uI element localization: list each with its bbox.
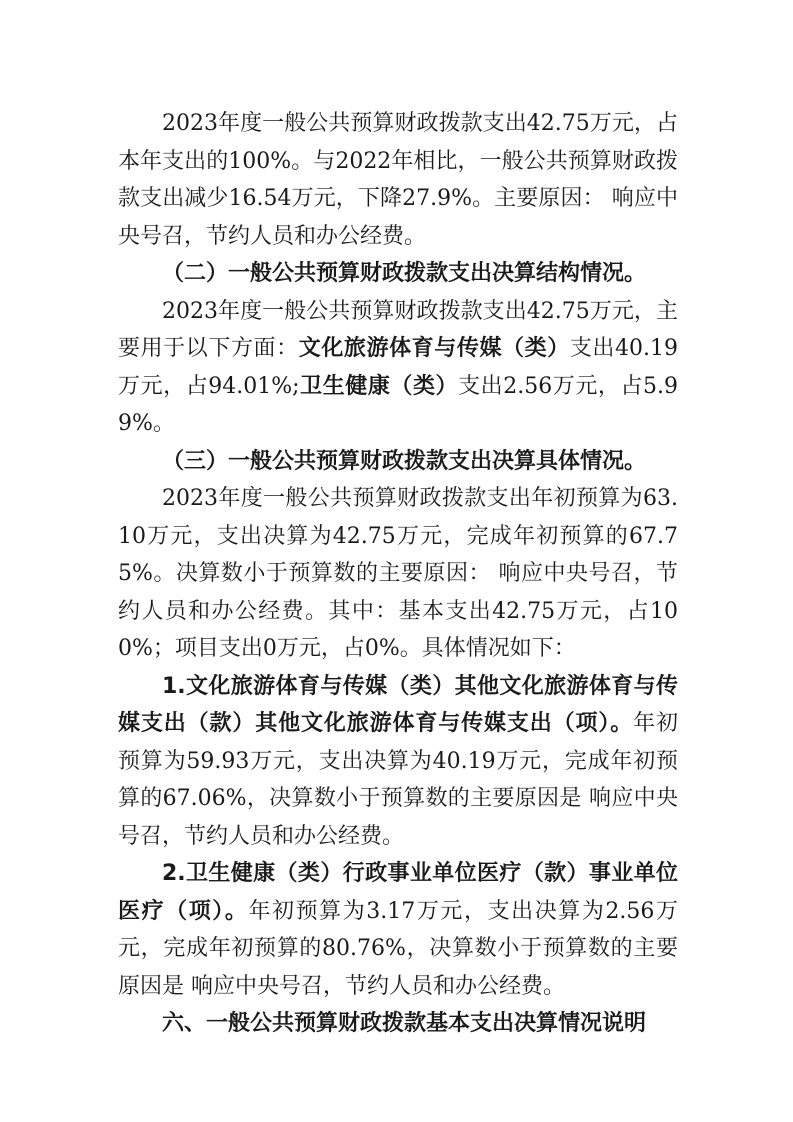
category-health-label: 卫生健康（类） <box>299 373 459 399</box>
paragraph-details: 2023年度一般公共预算财政拨款支出年初预算为63.10万元，支出决算为42.75万元，完成年初预算的67.75%。决算数小于预算数的主要原因： 响应中央号召，节约人员和办公经费。其中：基本支出42.75万元，占100%；项目支出0万元，占0%。具体情况如下： <box>118 486 678 661</box>
heading-basic-expenditure: 六、一般公共预算财政拨款基本支出决算情况说明 <box>162 1011 647 1036</box>
document-body <box>118 105 678 1043</box>
item-culture <box>118 668 678 856</box>
item-health-title: 2.卫生健康（类）行政事业单位医疗（款）事业单位医疗（项）。 <box>118 861 678 924</box>
structure-intro: 2023年度一般公共预算财政拨款支出42.75万元，主要用于以下方面： <box>118 298 678 361</box>
item-health-text: 年初预算为3.17万元，支出决算为2.56万元，完成年初预算的80.76%，决算数小于预算数的主要原因是 响应中央号召，节约人员和办公经费。 <box>118 898 678 999</box>
paragraph-expenditure-summary: 2023年度一般公共预算财政拨款支出42.75万元，占本年支出的100%。与2022年相比，一般公共预算财政拨款支出减少16.54万元，下降27.9%。主要原因： 响应中央号召，节约人员和办公经费。 <box>118 111 678 249</box>
item-culture-title: 1.文化旅游体育与传媒（类）其他文化旅游体育与传媒支出（款）其他文化旅游体育与传媒支出（项）。 <box>118 673 678 736</box>
category-culture-label: 文化旅游体育与传媒（类） <box>298 336 570 361</box>
category-health-text: 支出2.56万元，占5.99%。 <box>118 373 678 436</box>
item-culture-text: 年初预算为59.93万元，支出决算为40.19万元，完成年初预算的67.06%，决算数小于预算数的主要原因是 响应中央号召，节约人员和办公经费。 <box>118 711 678 849</box>
paragraph-structure <box>118 293 678 443</box>
heading-details: （三）一般公共预算财政拨款支出决算具体情况。 <box>162 448 647 474</box>
item-health <box>118 855 678 1005</box>
category-culture-text: 支出40.19万元，占94.01%; <box>118 336 678 399</box>
heading-structure: （二）一般公共预算财政拨款支出决算结构情况。 <box>162 261 647 286</box>
